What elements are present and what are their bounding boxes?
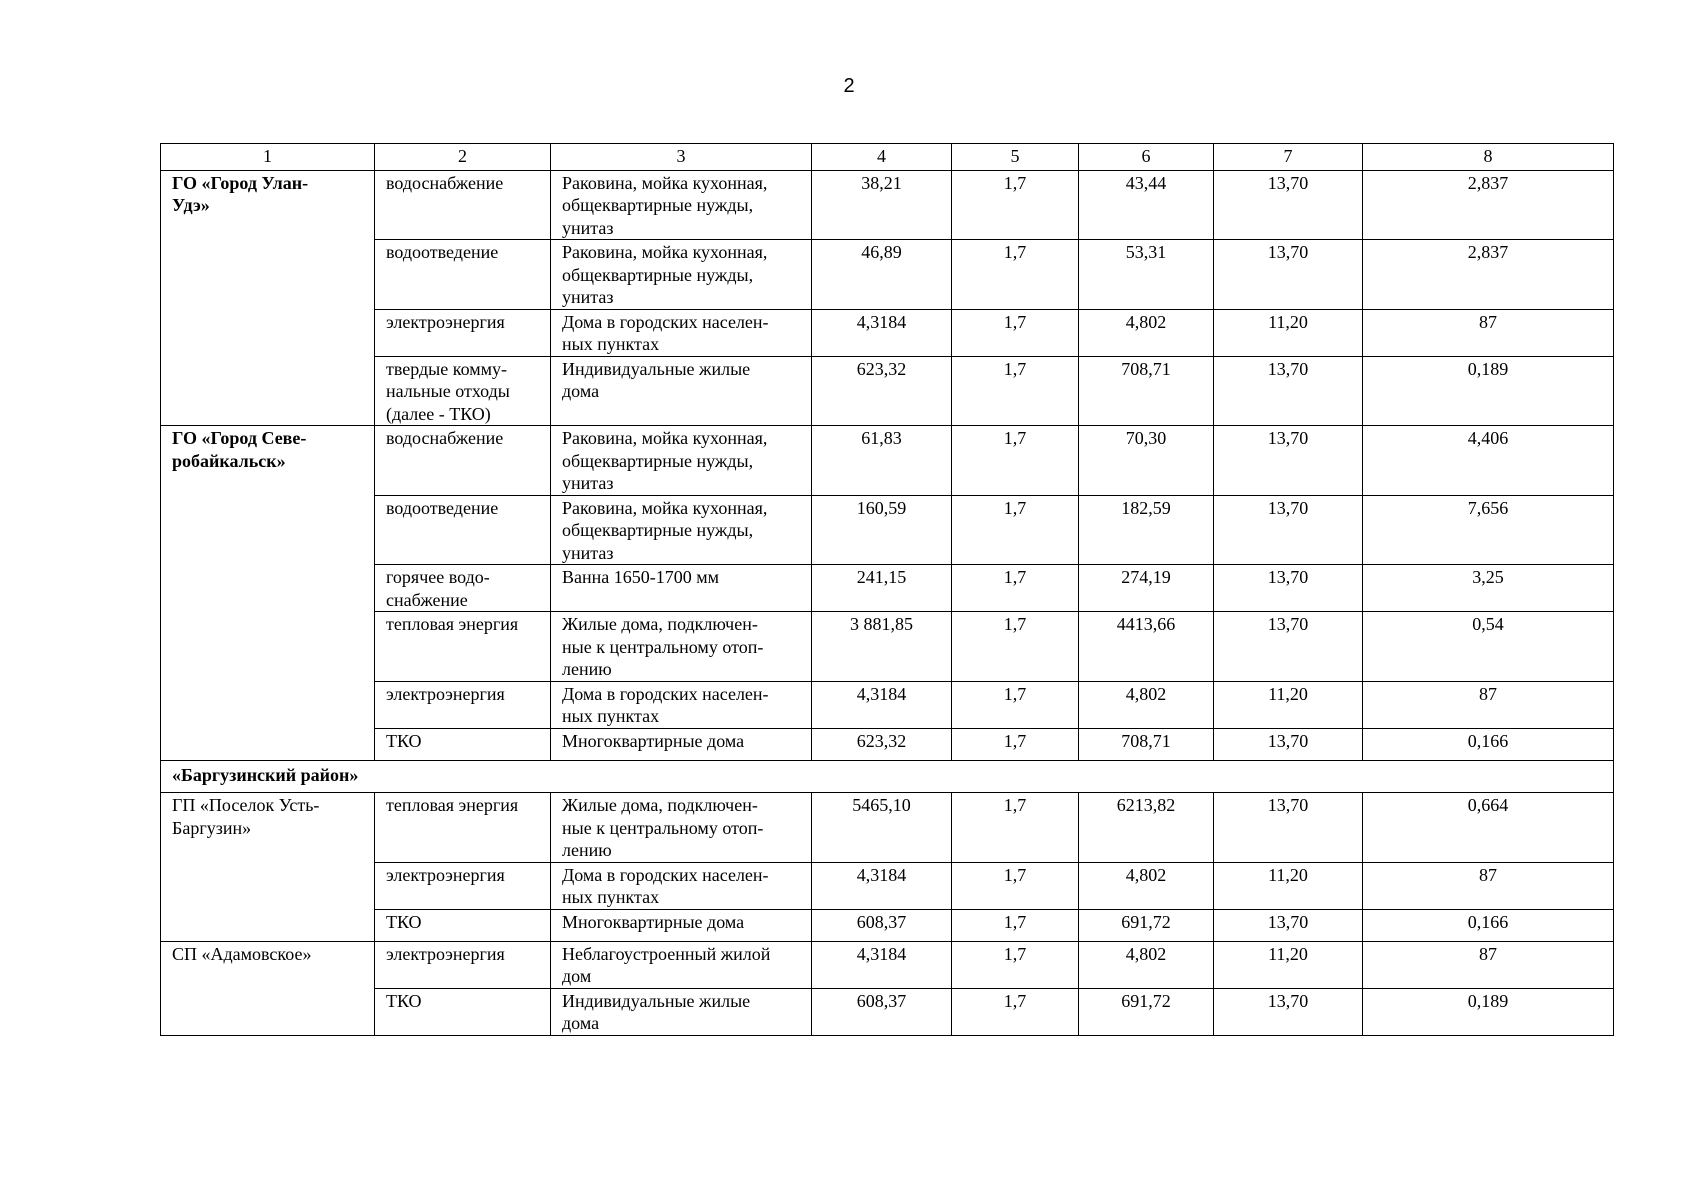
- service-type: [375, 941, 551, 988]
- cell-line: электроэнергия: [386, 943, 505, 964]
- value-c4: 623,32: [812, 728, 952, 760]
- cell-line: унитаз: [562, 542, 614, 563]
- value-c4: 5465,10: [812, 793, 952, 863]
- cell-line: робайкальск»: [172, 450, 286, 471]
- value-c4: 4,3184: [812, 941, 952, 988]
- value-c7: 11,20: [1214, 941, 1363, 988]
- cell-line: ные к центральному отоп-: [562, 817, 764, 838]
- value-c6: 4,802: [1079, 681, 1214, 728]
- table-row: [161, 426, 1614, 496]
- cell-line: дома: [562, 1013, 600, 1033]
- cell-line: лению: [562, 659, 612, 679]
- service-type: [375, 793, 551, 863]
- cell-line: твердые комму-: [386, 358, 508, 379]
- value-c8: 0,664: [1363, 793, 1614, 863]
- table-row: [161, 356, 1614, 426]
- header-cell: 6: [1079, 144, 1214, 171]
- service-type: [375, 565, 551, 612]
- service-type: [375, 909, 551, 941]
- value-c5: 1,7: [952, 495, 1079, 565]
- value-c6: 708,71: [1079, 356, 1214, 426]
- value-c5: 1,7: [952, 240, 1079, 310]
- service-type: [375, 728, 551, 760]
- value-c8: 87: [1363, 681, 1614, 728]
- table-row: [161, 495, 1614, 565]
- header-row: [161, 144, 1614, 171]
- table-row: [161, 170, 1614, 240]
- value-c7: 13,70: [1214, 793, 1363, 863]
- cell-line: ТКО: [386, 911, 422, 932]
- value-c8: 0,54: [1363, 612, 1614, 682]
- cell-line: Раковина, мойка кухонная,: [562, 428, 768, 448]
- value-c4: 4,3184: [812, 862, 952, 909]
- value-c4: 608,37: [812, 909, 952, 941]
- municipality-name: [161, 941, 375, 1035]
- value-c5: 1,7: [952, 356, 1079, 426]
- value-c7: 13,70: [1214, 612, 1363, 682]
- header-cell: 3: [551, 144, 812, 171]
- cell-line: водоснабжение: [386, 428, 504, 448]
- value-c5: 1,7: [952, 426, 1079, 496]
- table-row: [161, 909, 1614, 941]
- cell-line: ных пунктах: [562, 887, 660, 907]
- value-c6: 691,72: [1079, 909, 1214, 941]
- description: [551, 495, 812, 565]
- municipality-name: [161, 170, 375, 426]
- value-c5: 1,7: [952, 909, 1079, 941]
- cell-line: тепловая энергия: [386, 795, 519, 815]
- value-c7: 11,20: [1214, 862, 1363, 909]
- service-type: [375, 681, 551, 728]
- cell-line: электроэнергия: [386, 311, 505, 332]
- description: [551, 356, 812, 426]
- cell-line: Многоквартирные дома: [562, 911, 745, 932]
- cell-line: ные к центральному отоп-: [562, 636, 764, 657]
- description: [551, 612, 812, 682]
- cell-line: электроэнергия: [386, 683, 505, 704]
- value-c6: 70,30: [1079, 426, 1214, 496]
- cell-line: Жилые дома, подключен-: [562, 795, 758, 815]
- cell-line: снабжение: [386, 589, 468, 610]
- value-c8: 0,166: [1363, 909, 1614, 941]
- cell-line: ных пунктах: [562, 706, 660, 726]
- value-c5: 1,7: [952, 309, 1079, 356]
- value-c8: 2,837: [1363, 170, 1614, 240]
- value-c8: 87: [1363, 309, 1614, 356]
- cell-line: тепловая энергия: [386, 614, 519, 634]
- cell-line: водоснабжение: [386, 172, 504, 193]
- service-type: [375, 862, 551, 909]
- service-type: [375, 309, 551, 356]
- cell-line: ных пунктах: [562, 334, 660, 354]
- value-c4: 241,15: [812, 565, 952, 612]
- cell-line: Индивидуальные жилые: [562, 358, 751, 379]
- service-type: [375, 988, 551, 1035]
- value-c7: 11,20: [1214, 681, 1363, 728]
- cell-line: Раковина, мойка кухонная,: [562, 497, 768, 518]
- value-c7: 13,70: [1214, 170, 1363, 240]
- value-c7: 13,70: [1214, 356, 1363, 426]
- description: [551, 170, 812, 240]
- value-c5: 1,7: [952, 862, 1079, 909]
- table-row: [161, 988, 1614, 1035]
- description: [551, 240, 812, 310]
- cell-line: ГП «Поселок Усть-: [172, 795, 320, 815]
- page-number: 2: [843, 75, 855, 97]
- value-c6: 6213,82: [1079, 793, 1214, 863]
- tariff-table: [160, 143, 1614, 1036]
- value-c5: 1,7: [952, 612, 1079, 682]
- service-type: [375, 495, 551, 565]
- header-cell: 8: [1363, 144, 1614, 171]
- section-row: [161, 760, 1614, 793]
- description: [551, 941, 812, 988]
- description: [551, 862, 812, 909]
- table-row: [161, 681, 1614, 728]
- table-row: [161, 565, 1614, 612]
- value-c8: 0,189: [1363, 988, 1614, 1035]
- description: [551, 909, 812, 941]
- value-c5: 1,7: [952, 565, 1079, 612]
- table-row: [161, 862, 1614, 909]
- value-c7: 13,70: [1214, 240, 1363, 310]
- cell-line: лению: [562, 840, 612, 860]
- cell-line: Удэ»: [172, 195, 210, 215]
- value-c6: 274,19: [1079, 565, 1214, 612]
- description: [551, 681, 812, 728]
- cell-line: нальные отходы: [386, 381, 510, 401]
- description: [551, 309, 812, 356]
- service-type: [375, 426, 551, 496]
- description: [551, 988, 812, 1035]
- value-c4: 608,37: [812, 988, 952, 1035]
- cell-line: Ванна 1650-1700 мм: [562, 567, 720, 587]
- cell-line: дом: [562, 966, 592, 986]
- value-c4: 4,3184: [812, 681, 952, 728]
- value-c6: 4,802: [1079, 941, 1214, 988]
- value-c6: 708,71: [1079, 728, 1214, 760]
- value-c4: 61,83: [812, 426, 952, 496]
- municipality-name: [161, 793, 375, 942]
- value-c8: 2,837: [1363, 240, 1614, 310]
- table-body: [161, 144, 1614, 1036]
- value-c8: 3,25: [1363, 565, 1614, 612]
- value-c6: 4,802: [1079, 309, 1214, 356]
- cell-line: общеквартирные нужды,: [562, 450, 754, 471]
- table-row: [161, 728, 1614, 760]
- value-c5: 1,7: [952, 941, 1079, 988]
- value-c6: 43,44: [1079, 170, 1214, 240]
- cell-line: общеквартирные нужды,: [562, 195, 754, 215]
- cell-line: Раковина, мойка кухонная,: [562, 172, 768, 193]
- value-c7: 13,70: [1214, 728, 1363, 760]
- value-c7: 13,70: [1214, 426, 1363, 496]
- value-c8: 4,406: [1363, 426, 1614, 496]
- table-row: [161, 793, 1614, 863]
- cell-line: Неблагоустроенный жилой: [562, 943, 771, 964]
- cell-line: Жилые дома, подключен-: [562, 614, 758, 634]
- cell-line: унитаз: [562, 217, 614, 238]
- service-type: [375, 356, 551, 426]
- cell-line: Многоквартирные дома: [562, 730, 745, 751]
- cell-line: ТКО: [386, 990, 422, 1011]
- table-row: [161, 309, 1614, 356]
- municipality-name: [161, 426, 375, 761]
- value-c5: 1,7: [952, 728, 1079, 760]
- cell-line: унитаз: [562, 473, 614, 493]
- cell-line: СП «Адамовское»: [172, 943, 312, 964]
- value-c4: 46,89: [812, 240, 952, 310]
- value-c4: 160,59: [812, 495, 952, 565]
- header-cell: 4: [812, 144, 952, 171]
- header-cell: 1: [161, 144, 375, 171]
- value-c6: 691,72: [1079, 988, 1214, 1035]
- value-c7: 13,70: [1214, 495, 1363, 565]
- value-c8: 87: [1363, 862, 1614, 909]
- service-type: [375, 170, 551, 240]
- value-c8: 7,656: [1363, 495, 1614, 565]
- description: [551, 426, 812, 496]
- cell-line: Дома в городских населен-: [562, 311, 769, 332]
- value-c7: 13,70: [1214, 565, 1363, 612]
- description: [551, 565, 812, 612]
- value-c4: 38,21: [812, 170, 952, 240]
- value-c5: 1,7: [952, 793, 1079, 863]
- cell-line: горячее водо-: [386, 567, 490, 587]
- cell-line: унитаз: [562, 287, 614, 307]
- header-cell: 2: [375, 144, 551, 171]
- value-c8: 0,189: [1363, 356, 1614, 426]
- cell-line: общеквартирные нужды,: [562, 264, 754, 285]
- value-c8: 87: [1363, 941, 1614, 988]
- header-cell: 7: [1214, 144, 1363, 171]
- value-c6: 182,59: [1079, 495, 1214, 565]
- value-c5: 1,7: [952, 681, 1079, 728]
- cell-line: ТКО: [386, 730, 422, 751]
- value-c4: 4,3184: [812, 309, 952, 356]
- cell-line: Раковина, мойка кухонная,: [562, 242, 768, 262]
- value-c6: 4413,66: [1079, 612, 1214, 682]
- section-title: «Баргузинский район»: [161, 760, 1614, 793]
- cell-line: водоотведение: [386, 497, 499, 518]
- table-row: [161, 240, 1614, 310]
- table-row: [161, 612, 1614, 682]
- value-c8: 0,166: [1363, 728, 1614, 760]
- cell-line: Индивидуальные жилые: [562, 990, 751, 1011]
- cell-line: ГО «Город Севе-: [172, 428, 307, 448]
- value-c7: 11,20: [1214, 309, 1363, 356]
- description: [551, 793, 812, 863]
- value-c4: 3 881,85: [812, 612, 952, 682]
- header-cell: 5: [952, 144, 1079, 171]
- cell-line: (далее - ТКО): [386, 403, 491, 424]
- cell-line: дома: [562, 381, 600, 401]
- cell-line: Баргузин»: [172, 817, 252, 838]
- value-c5: 1,7: [952, 988, 1079, 1035]
- cell-line: ГО «Город Улан-: [172, 172, 309, 193]
- cell-line: электроэнергия: [386, 864, 505, 885]
- value-c4: 623,32: [812, 356, 952, 426]
- service-type: [375, 612, 551, 682]
- description: [551, 728, 812, 760]
- cell-line: общеквартирные нужды,: [562, 520, 754, 540]
- value-c5: 1,7: [952, 170, 1079, 240]
- cell-line: Дома в городских населен-: [562, 864, 769, 885]
- value-c7: 13,70: [1214, 909, 1363, 941]
- value-c6: 53,31: [1079, 240, 1214, 310]
- cell-line: водоотведение: [386, 242, 499, 262]
- table-row: [161, 941, 1614, 988]
- cell-line: Дома в городских населен-: [562, 683, 769, 704]
- service-type: [375, 240, 551, 310]
- value-c7: 13,70: [1214, 988, 1363, 1035]
- value-c6: 4,802: [1079, 862, 1214, 909]
